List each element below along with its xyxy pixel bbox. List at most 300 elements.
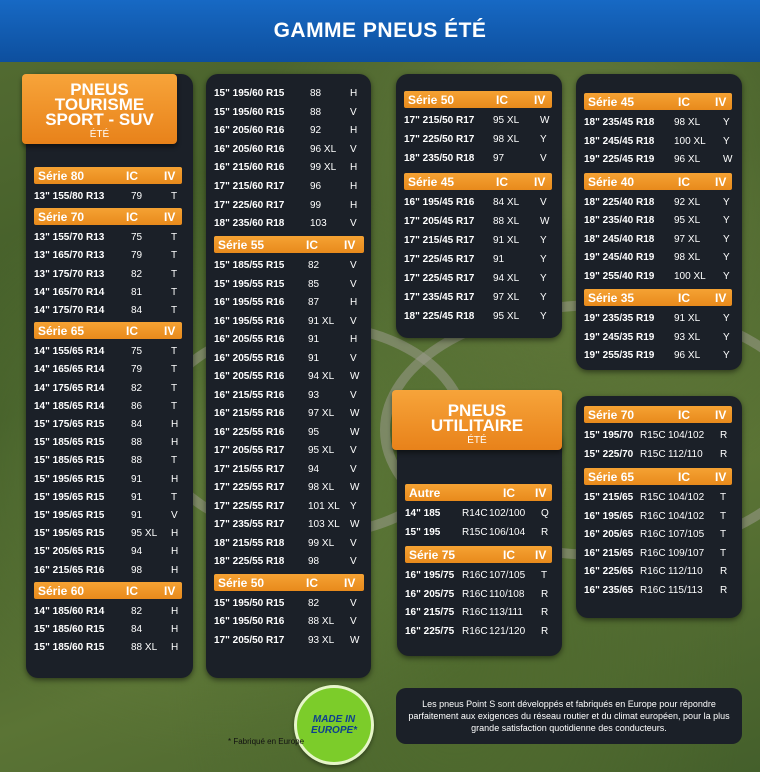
table-row [584, 489, 732, 507]
iv-cell: V [350, 463, 357, 475]
size-cell: 16" 195/50 R16 [214, 616, 285, 627]
ic-cell: 88 XL [308, 616, 335, 627]
size-cell: 18" 245/45 R18 [584, 135, 655, 147]
series-label: Série 50 [218, 575, 265, 590]
size-cell: 13" 175/70 R13 [34, 268, 105, 280]
size-cell: 14" 165/70 R14 [34, 286, 105, 298]
size-cell: 16" 205/65 [584, 529, 634, 540]
size-cell: 15" 195/65 R15 [34, 528, 105, 540]
size-cell: 17" 215/55 R17 [214, 463, 285, 475]
col-iv-label: IV [715, 174, 727, 189]
size-cell: 16" 195/55 R16 [214, 315, 285, 327]
size-cell: 17" 215/60 R17 [214, 181, 285, 192]
size-cell: 15" 195/65 R15 [34, 491, 105, 503]
series-label: Série 60 [38, 583, 85, 598]
table-row [214, 535, 364, 553]
series-label: Autre [409, 486, 441, 500]
size-cell: 17" 225/60 R17 [214, 199, 285, 211]
size-cell: 18" 235/40 R18 [584, 215, 655, 226]
footnote: * Fabriqué en Europe [228, 737, 305, 746]
size-cell: 17" 205/55 R17 [214, 445, 285, 456]
type-cell: R16C [462, 607, 488, 618]
table-row [34, 434, 182, 452]
series-header [405, 546, 552, 563]
iv-cell: W [540, 115, 550, 126]
size-cell: 18" 225/55 R18 [214, 556, 285, 567]
ic-cell: 95 XL [308, 445, 335, 456]
table-row [584, 310, 732, 328]
page-title: GAMME PNEUS ÉTÉ [273, 19, 487, 42]
col-iv-label: IV [534, 93, 546, 107]
series-header [34, 167, 182, 184]
col-ic-label: IC [678, 470, 690, 484]
col-iv-label: IV [164, 324, 176, 339]
ic-cell: 91 [131, 510, 143, 521]
ic-cell: 84 [131, 305, 143, 316]
col-ic-label: IC [678, 174, 690, 189]
table-row [404, 213, 552, 231]
size-cell: 15" 185/60 R15 [34, 624, 105, 635]
type-cell: R14C [462, 508, 488, 519]
ic-cell: 98 XL [308, 482, 335, 493]
ic-cell: 104/102 [668, 510, 705, 522]
iv-cell: V [540, 153, 547, 164]
size-cell: 15" 195/60 R15 [214, 106, 285, 118]
ic-cell: 96 XL [674, 350, 701, 361]
series-header [34, 208, 182, 225]
ic-cell: 112/110 [668, 566, 703, 577]
table-row [214, 405, 364, 423]
iv-cell: H [350, 162, 358, 174]
iv-cell: W [350, 482, 360, 493]
ic-cell: 91 XL [674, 313, 701, 324]
table-row [34, 603, 182, 621]
badge-tourisme [22, 74, 177, 144]
table-row [34, 361, 182, 379]
iv-cell: W [350, 519, 360, 530]
ic-cell: 113/111 [489, 607, 523, 618]
series-header [34, 582, 182, 599]
iv-cell: Y [723, 252, 730, 263]
size-cell: 17" 225/45 R17 [404, 254, 475, 265]
size-cell: 17" 215/45 R17 [404, 235, 475, 246]
size-cell: 16" 215/75 [405, 607, 455, 618]
table-row [404, 131, 552, 149]
ic-cell: 112/110 [668, 448, 703, 460]
ic-cell: 75 [131, 232, 143, 244]
size-cell: 14" 185/60 R14 [34, 605, 105, 617]
iv-cell: Y [723, 331, 730, 343]
table-row [584, 212, 732, 230]
size-cell: 19" 255/40 R19 [584, 270, 655, 282]
table-row [584, 347, 732, 365]
size-cell: 15" 195/55 R15 [214, 278, 285, 290]
size-cell: 16" 225/65 [584, 566, 634, 577]
iv-cell: T [171, 232, 178, 244]
type-cell: R15C [640, 448, 666, 460]
ic-cell: 94 XL [308, 371, 335, 382]
col-ic-label: IC [126, 583, 138, 598]
series-header [584, 93, 732, 110]
table-row [34, 489, 182, 507]
table-row [404, 270, 552, 288]
size-cell: 19" 225/45 R19 [584, 154, 655, 165]
size-cell: 16" 195/75 [405, 570, 455, 581]
ic-cell: 100 XL [674, 135, 706, 147]
table-row [214, 498, 364, 516]
table-row [214, 632, 364, 650]
ic-cell: 95 XL [493, 311, 520, 322]
iv-cell: Y [723, 270, 730, 282]
iv-cell: T [171, 400, 178, 412]
ic-cell: 100 XL [674, 270, 706, 282]
ic-cell: 88 [310, 106, 322, 118]
col-ic-label: IC [126, 169, 138, 183]
table-row [584, 545, 732, 563]
size-cell: 19" 245/35 R19 [584, 331, 655, 343]
col-iv-label: IV [715, 95, 727, 109]
size-cell: 17" 225/55 R17 [214, 482, 285, 493]
ic-cell: 96 XL [674, 154, 701, 165]
table-row [404, 150, 552, 168]
badge-utilitaire [392, 390, 562, 450]
col-iv-label: IV [164, 583, 176, 598]
ic-cell: 82 [131, 268, 143, 280]
table-row [34, 284, 182, 302]
iv-cell: Y [540, 235, 547, 246]
table-row [34, 416, 182, 434]
iv-cell: H [171, 473, 179, 485]
iv-cell: T [720, 492, 727, 503]
table-row [34, 507, 182, 525]
iv-cell: T [171, 305, 178, 316]
size-cell: 16" 215/55 R16 [214, 389, 285, 401]
ic-cell: 106/104 [489, 526, 526, 538]
ic-cell: 93 XL [308, 634, 335, 646]
table-row [214, 197, 366, 215]
table-row [214, 104, 366, 122]
table-row [584, 231, 732, 249]
iv-cell: H [350, 125, 358, 137]
series-header [584, 406, 732, 423]
type-cell: R16C [462, 625, 488, 637]
page-header [0, 0, 760, 62]
badge-utilitaire-subtitle: ÉTÉ [467, 435, 487, 446]
table-row [584, 268, 732, 286]
table-row [34, 452, 182, 470]
size-cell: 15" 175/65 R15 [34, 419, 105, 430]
col-ic-label: IC [678, 291, 690, 305]
ic-cell: 94 XL [493, 273, 520, 284]
table-row [214, 331, 364, 349]
iv-cell: R [720, 566, 728, 577]
iv-cell: Y [540, 292, 547, 303]
info-note-text: Les pneus Point S sont développés et fabriqués en Europe pour répondre parfaitement aux exigences du réseau routier et du climat européen, pour la plus grande satisfaction quotidienne des conducteurs. [408, 699, 730, 733]
size-cell: 15" 195/65 R15 [34, 510, 105, 521]
table-row [584, 526, 732, 544]
table-row [404, 112, 552, 130]
iv-cell: Y [540, 311, 547, 322]
col-iv-label: IV [715, 470, 727, 484]
table-row [34, 471, 182, 489]
iv-cell: V [350, 260, 357, 271]
ic-cell: 91 XL [493, 235, 520, 246]
series-header [584, 173, 732, 190]
series-label: Série 70 [38, 210, 85, 225]
ic-cell: 85 [308, 278, 320, 290]
ic-cell: 88 XL [493, 216, 520, 227]
col-iv-label: IV [715, 408, 727, 422]
ic-cell: 87 [308, 297, 320, 308]
iv-cell: V [350, 218, 357, 230]
size-cell: 16" 195/55 R16 [214, 297, 285, 308]
iv-cell: T [171, 191, 178, 202]
ic-cell: 84 [131, 419, 143, 430]
iv-cell: R [720, 584, 728, 596]
iv-cell: Y [540, 134, 547, 145]
size-cell: 16" 215/60 R16 [214, 162, 285, 174]
ic-cell: 95 XL [493, 115, 520, 126]
ic-cell: 99 [310, 199, 322, 211]
table-row [584, 194, 732, 212]
table-row [214, 178, 366, 196]
ic-cell: 96 XL [310, 143, 337, 155]
iv-cell: Q [541, 508, 549, 519]
ic-cell: 97 XL [308, 408, 335, 419]
iv-cell: H [350, 297, 358, 308]
size-cell: 14" 185/65 R14 [34, 400, 105, 412]
size-cell: 17" 225/45 R17 [404, 273, 475, 284]
table-row [404, 194, 552, 212]
size-cell: 14" 175/70 R14 [34, 305, 105, 316]
table-row [214, 313, 364, 331]
ic-cell: 103 [310, 218, 327, 230]
iv-cell: V [350, 143, 357, 155]
series-header [404, 91, 552, 108]
table-row [404, 251, 552, 269]
size-cell: 15" 185/55 R15 [214, 260, 285, 271]
ic-cell: 110/108 [489, 588, 525, 600]
col-ic-label: IC [503, 486, 515, 500]
table-row [584, 446, 732, 464]
type-cell: R15C [640, 430, 666, 441]
col-iv-label: IV [164, 210, 176, 225]
iv-cell: W [350, 371, 360, 382]
iv-cell: W [723, 154, 733, 165]
table-row [404, 289, 552, 307]
size-cell: 15" 185/65 R15 [34, 437, 105, 449]
ic-cell: 91 [493, 254, 505, 265]
size-cell: 16" 235/65 [584, 584, 634, 596]
iv-cell: R [541, 625, 549, 637]
ic-cell: 82 [308, 260, 320, 271]
col-iv-label: IV [164, 169, 176, 183]
type-cell: R16C [640, 510, 666, 522]
ic-cell: 79 [131, 364, 143, 376]
ic-cell: 75 [131, 346, 143, 358]
ic-cell: 94 [131, 546, 143, 558]
table-row [34, 639, 182, 657]
iv-cell: T [171, 346, 178, 358]
col-ic-label: IC [678, 408, 690, 422]
size-cell: 16" 205/60 R16 [214, 125, 285, 137]
size-cell: 17" 225/55 R17 [214, 500, 285, 512]
iv-cell: T [720, 510, 727, 522]
ic-cell: 95 XL [674, 215, 701, 226]
table-row [405, 586, 552, 604]
type-cell: R16C [462, 588, 488, 600]
col-ic-label: IC [126, 324, 138, 339]
iv-cell: V [350, 597, 357, 609]
col-iv-label: IV [344, 238, 356, 252]
size-cell: 15" 195/65 R15 [34, 473, 105, 485]
size-cell: 16" 215/65 R16 [34, 564, 105, 576]
ic-cell: 91 [308, 352, 320, 364]
ic-cell: 94 [308, 463, 320, 475]
iv-cell: Y [723, 350, 730, 361]
table-row [405, 505, 552, 523]
size-cell: 17" 215/50 R17 [404, 115, 475, 126]
ic-cell: 93 XL [674, 331, 701, 343]
iv-cell: V [540, 197, 547, 208]
size-cell: 16" 195/65 [584, 510, 634, 522]
series-header [584, 468, 732, 485]
iv-cell: Y [723, 196, 730, 208]
table-row [584, 249, 732, 267]
type-cell: R16C [640, 566, 666, 577]
col-ic-label: IC [503, 548, 515, 562]
type-cell: R16C [640, 584, 666, 596]
size-cell: 16" 195/45 R16 [404, 197, 475, 208]
col-ic-label: IC [496, 93, 508, 107]
size-cell: 15" 195/50 R15 [214, 597, 285, 609]
iv-cell: T [171, 268, 178, 280]
col-iv-label: IV [534, 175, 546, 189]
iv-cell: V [350, 352, 357, 364]
iv-cell: V [171, 510, 178, 521]
size-cell: 18" 225/45 R18 [404, 311, 475, 322]
table-row [34, 621, 182, 639]
size-cell: 15" 195/60 R15 [214, 88, 285, 99]
badge-tourisme-subtitle: ÉTÉ [89, 129, 110, 140]
ic-cell: 98 XL [493, 134, 520, 145]
table-row [34, 562, 182, 580]
size-cell: 15" 215/65 [584, 492, 634, 503]
ic-cell: 102/100 [489, 508, 526, 519]
ic-cell: 86 [131, 400, 143, 412]
size-cell: 15" 205/65 R15 [34, 546, 105, 558]
ic-cell: 98 [131, 564, 143, 576]
iv-cell: H [171, 546, 179, 558]
table-row [34, 343, 182, 361]
ic-cell: 81 [131, 286, 143, 298]
table-row [405, 567, 552, 585]
ic-cell: 103 XL [308, 519, 340, 530]
series-label: Série 45 [588, 95, 635, 109]
made-in-europe-stamp [294, 685, 374, 765]
iv-cell: V [350, 616, 357, 627]
iv-cell: V [350, 556, 357, 567]
iv-cell: T [171, 286, 178, 298]
size-cell: 16" 205/55 R16 [214, 334, 285, 345]
type-cell: R15C [640, 492, 666, 503]
table-row [584, 114, 732, 132]
ic-cell: 98 XL [674, 117, 701, 128]
ic-cell: 107/105 [489, 570, 526, 581]
ic-cell: 82 [131, 382, 143, 394]
ic-cell: 99 XL [308, 537, 335, 549]
iv-cell: T [171, 382, 178, 394]
ic-cell: 91 [131, 491, 143, 503]
iv-cell: Y [540, 273, 547, 284]
series-header [214, 236, 364, 253]
table-row [34, 543, 182, 561]
iv-cell: T [171, 364, 178, 376]
table-row [214, 479, 364, 497]
series-header [404, 173, 552, 190]
ic-cell: 99 XL [310, 162, 337, 174]
col-ic-label: IC [126, 210, 138, 225]
col-iv-label: IV [535, 486, 547, 500]
iv-cell: W [350, 426, 360, 438]
table-row [34, 525, 182, 543]
ic-cell: 98 XL [674, 252, 701, 263]
table-row [214, 553, 364, 571]
size-cell: 16" 205/55 R16 [214, 352, 285, 364]
table-row [214, 424, 364, 442]
iv-cell: R [720, 430, 728, 441]
ic-cell: 93 [308, 389, 320, 401]
iv-cell: W [350, 634, 360, 646]
iv-cell: Y [723, 117, 730, 128]
ic-cell: 79 [131, 250, 143, 262]
iv-cell: H [350, 199, 358, 211]
iv-cell: T [720, 529, 727, 540]
iv-cell: T [171, 250, 178, 262]
size-cell: 16" 225/55 R16 [214, 426, 285, 438]
iv-cell: W [540, 216, 550, 227]
iv-cell: H [171, 564, 179, 576]
iv-cell: V [350, 389, 357, 401]
ic-cell: 97 [493, 153, 505, 164]
ic-cell: 91 [131, 473, 143, 485]
size-cell: 16" 215/65 [584, 547, 634, 559]
size-cell: 14" 165/65 R14 [34, 364, 105, 376]
ic-cell: 84 XL [493, 197, 520, 208]
ic-cell: 88 XL [131, 642, 158, 654]
size-cell: 18" 215/55 R18 [214, 537, 285, 549]
series-header [405, 484, 552, 501]
table-row [34, 380, 182, 398]
table-row [584, 329, 732, 347]
size-cell: 17" 235/55 R17 [214, 519, 285, 530]
series-label: Série 55 [218, 238, 265, 252]
table-row [34, 302, 182, 320]
ic-cell: 96 [310, 181, 322, 192]
ic-cell: 88 [131, 455, 143, 467]
table-row [214, 613, 364, 631]
type-cell: R15C [462, 526, 488, 538]
size-cell: 16" 215/55 R16 [214, 408, 285, 419]
col-iv-label: IV [715, 291, 727, 305]
col-ic-label: IC [306, 575, 318, 590]
iv-cell: R [541, 607, 549, 618]
ic-cell: 95 XL [131, 528, 158, 540]
series-header [584, 289, 732, 306]
table-row [214, 350, 364, 368]
size-cell: 13" 155/70 R13 [34, 232, 105, 244]
ic-cell: 92 [310, 125, 322, 137]
